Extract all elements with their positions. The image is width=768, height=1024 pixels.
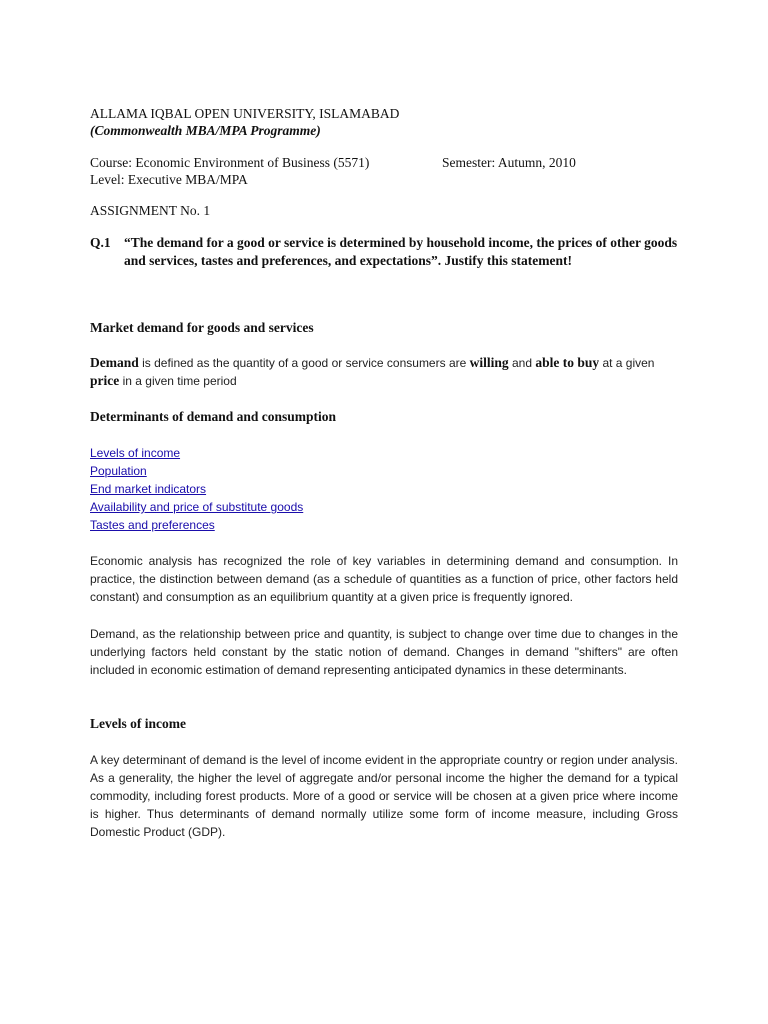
question-block: [90, 234, 678, 270]
definition-part-1: is defined as the quantity of a good or service consumers are: [138, 356, 470, 370]
paragraph-demand-relationship: Demand, as the relationship between price and quantity, is subject to change over time due to changes in the underlying factors held constant by the static notion of demand. Changes in demand "shifters" are often included in economic estimation of demand representing anticipated dynamics in these determinants.: [90, 627, 678, 677]
semester-label: Semester: Autumn, 2010: [442, 155, 576, 170]
link-substitute-goods[interactable]: Availability and price of substitute goods: [90, 500, 304, 514]
link-end-market-indicators[interactable]: End market indicators: [90, 482, 207, 496]
able-term: able to buy: [535, 355, 600, 370]
paragraph-levels-of-income: A key determinant of demand is the level of income evident in the appropriate country or region under analysis. As a generality, the higher the level of aggregate and/or personal income the higher the demand for a typical commodity, including forest products. More of a good or service will be chosen at a given price where income is higher. Thus determinants of demand normally utilize some form of income measure, including Gross Domestic Product (GDP).: [90, 753, 678, 839]
link-levels-of-income[interactable]: Levels of income: [90, 446, 181, 460]
course-label: Course: Economic Environment of Business (5571): [90, 155, 370, 170]
definition-part-3: in a given time period: [119, 374, 237, 388]
section-heading-levels-of-income: Levels of income: [90, 716, 186, 731]
programme-subtitle: (Commonwealth MBA/MPA Programme): [90, 123, 321, 138]
willing-term: willing: [469, 355, 509, 370]
level-label: Level: Executive MBA/MPA: [90, 172, 248, 187]
question-number: Q.1: [90, 235, 111, 250]
question-text: “The demand for a good or service is determined by household income, the prices of other goods and services, tastes and preferences, and expectations”. Justify this statement!: [124, 235, 678, 268]
section-heading-market-demand: Market demand for goods and services: [90, 320, 314, 335]
section-heading-determinants: Determinants of demand and consumption: [90, 409, 337, 424]
link-tastes-preferences[interactable]: Tastes and preferences: [90, 518, 215, 532]
demand-definition: [90, 354, 678, 390]
price-term: price: [90, 373, 120, 388]
determinants-link-list: [90, 444, 678, 534]
definition-and: and: [508, 356, 536, 370]
course-row: [90, 154, 678, 172]
link-population[interactable]: Population: [90, 464, 147, 478]
demand-term: Demand: [90, 355, 139, 370]
definition-part-2: at a given: [599, 356, 655, 370]
assignment-title: ASSIGNMENT No. 1: [90, 203, 211, 218]
university-title: ALLAMA IQBAL OPEN UNIVERSITY, ISLAMABAD: [90, 106, 400, 121]
paragraph-economic-analysis: Economic analysis has recognized the role of key variables in determining demand and consumption. In practice, the distinction between demand (as a schedule of quantities as a function of price, other factors held constant) and consumption as an equilibrium quantity at a given price is frequently ignored.: [90, 554, 678, 604]
